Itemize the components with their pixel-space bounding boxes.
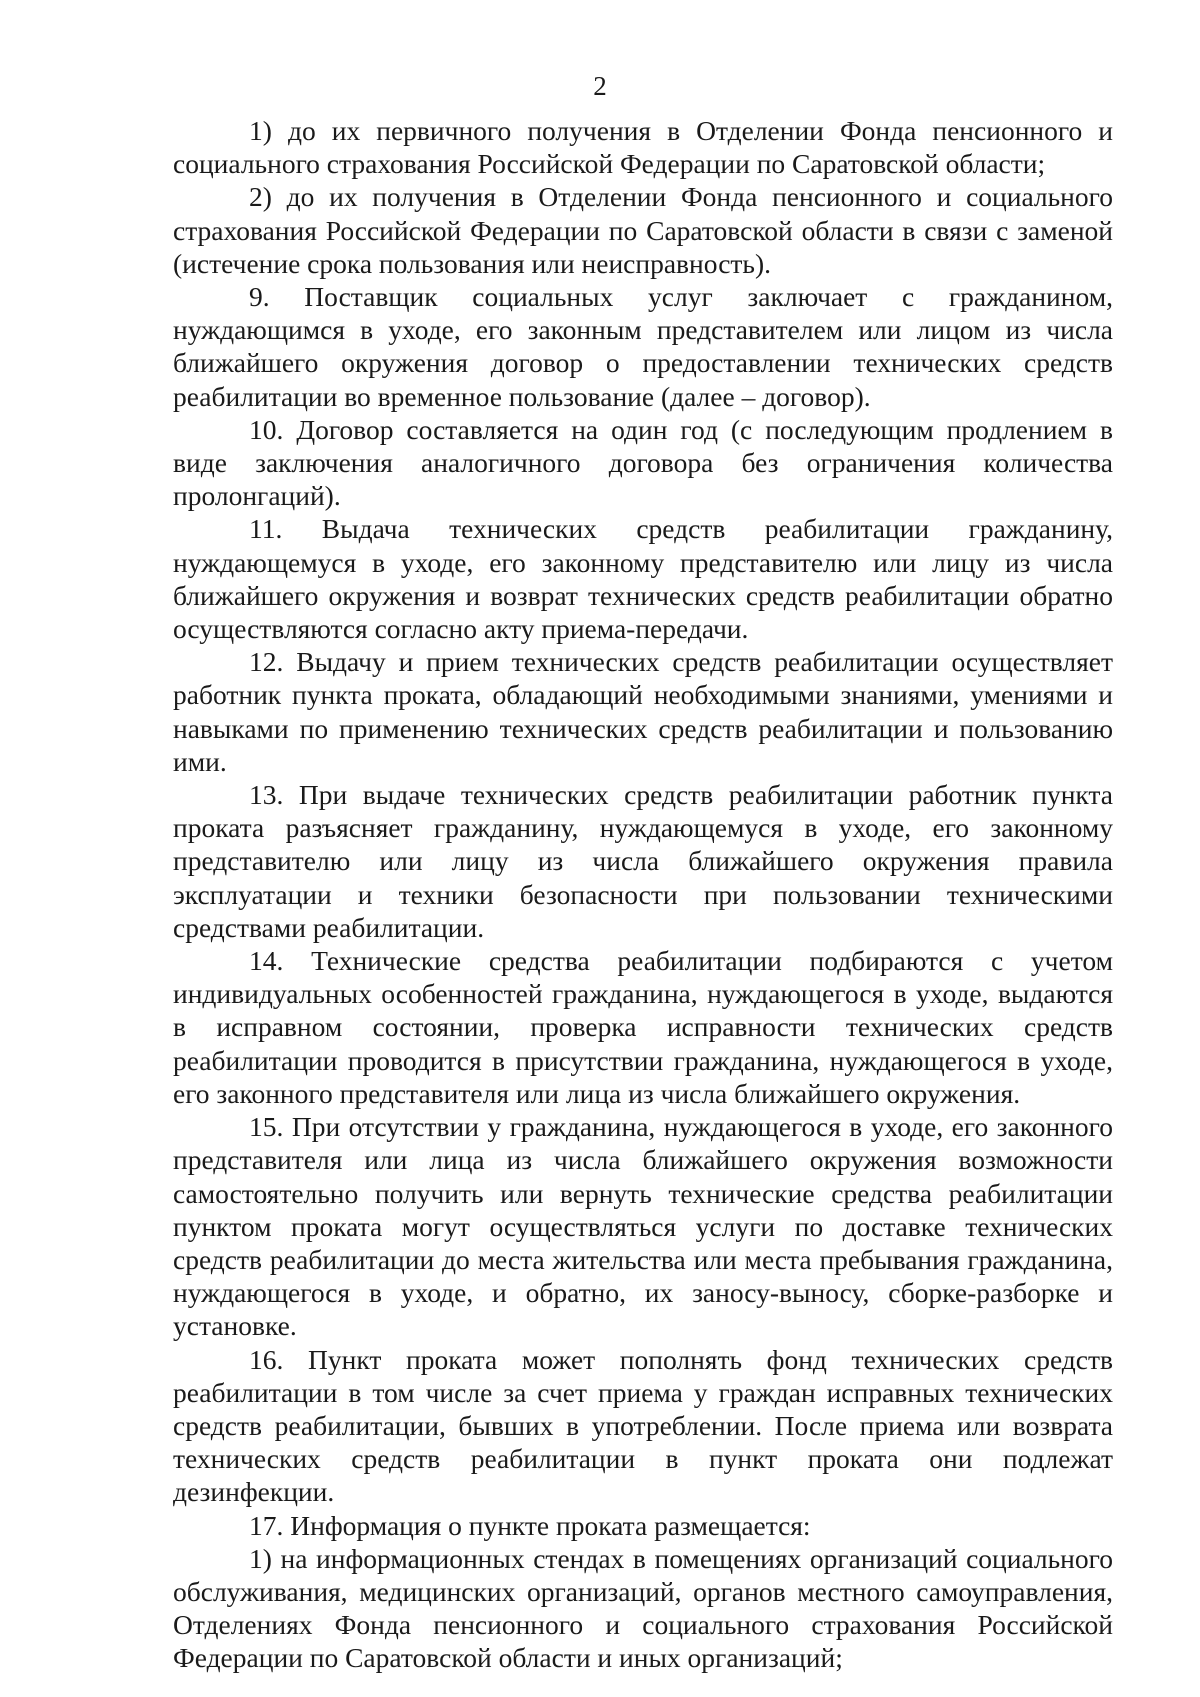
paragraph-11-issuance: 11. Выдача технических средств реабилитации гражданину, нуждающемуся в уходе, его законному представителю или лицу из числа ближайшего окружения и возврат технических средств реабилитации обратно осуществляются согласно акту приема-передачи.: [173, 513, 1113, 645]
paragraph-15-delivery: 15. При отсутствии у гражданина, нуждающегося в уходе, его законного представителя или лица из числа ближайшего окружения возможности самостоятельно получить или вернуть технические средства реабилитации пунктом проката могут осуществляться услуги по доставке технических средств реабилитации до места жительства или места пребывания гражданина, нуждающегося в уходе, и обратно, их заносу-выносу, сборке-разборке и установке.: [173, 1111, 1113, 1342]
paragraph-9-contract: 9. Поставщик социальных услуг заключает с гражданином, нуждающимся в уходе, его законным представителем или лицом из числа ближайшего окружения договор о предоставлении технических средств реабилитации во временное пользование (далее – договор).: [173, 281, 1113, 412]
paragraph-14-selection: 14. Технические средства реабилитации подбираются с учетом индивидуальных особенностей гражданина, нуждающегося в уходе, выдаются в исправном состоянии, проверка исправности технических средств реабилитации проводится в присутствии гражданина, нуждающегося в уходе, его законного представителя или лица из числа ближайшего окружения.: [173, 945, 1113, 1109]
paragraph-12-staff: 12. Выдачу и прием технических средств реабилитации осуществляет работник пункта проката, обладающий необходимыми знаниями, умениями и навыками по применению технических средств реабилитации и пользованию ими.: [173, 646, 1113, 777]
paragraph-17-item-1-stands: 1) на информационных стендах в помещениях организаций социального обслуживания, медицинских организаций, органов местного самоуправления, Отделениях Фонда пенсионного и социального страхования Российской Федерации по Саратовской области и иных организаций;: [173, 1542, 1113, 1674]
paragraph-item-2-replacement: 2) до их получения в Отделении Фонда пенсионного и социального страхования Российской Федерации по Саратовской области в связи с заменой (истечение срока пользования или неисправность).: [173, 181, 1113, 279]
page-number: 2: [593, 71, 607, 101]
paragraph-13-instructions: 13. При выдаче технических средств реабилитации работник пункта проката разъясняет гражданину, нуждающемуся в уходе, его законному представителю или лицу из числа ближайшего окружения правила эксплуатации и техники безопасности при пользовании техническими средствами реабилитации.: [173, 779, 1113, 943]
paragraph-17-information: 17. Информация о пункте проката размещается:: [249, 1509, 811, 1541]
paragraph-item-1-first-receipt: 1) до их первичного получения в Отделении Фонда пенсионного и социального страхования Российской Федерации по Саратовской области;: [173, 115, 1113, 180]
document-body: [173, 114, 1113, 1675]
paragraph-10-contract-term: 10. Договор составляется на один год (с последующим продлением в виде заключения аналогичного договора без ограничения количества пролонгаций).: [173, 413, 1113, 512]
paragraph-16-replenishment: 16. Пункт проката может пополнять фонд технических средств реабилитации в том числе за счет приема у граждан исправных технических средств реабилитации, бывших в употреблении. После приема или возврата технических средств реабилитации в пункт проката они подлежат дезинфекции.: [173, 1343, 1113, 1508]
